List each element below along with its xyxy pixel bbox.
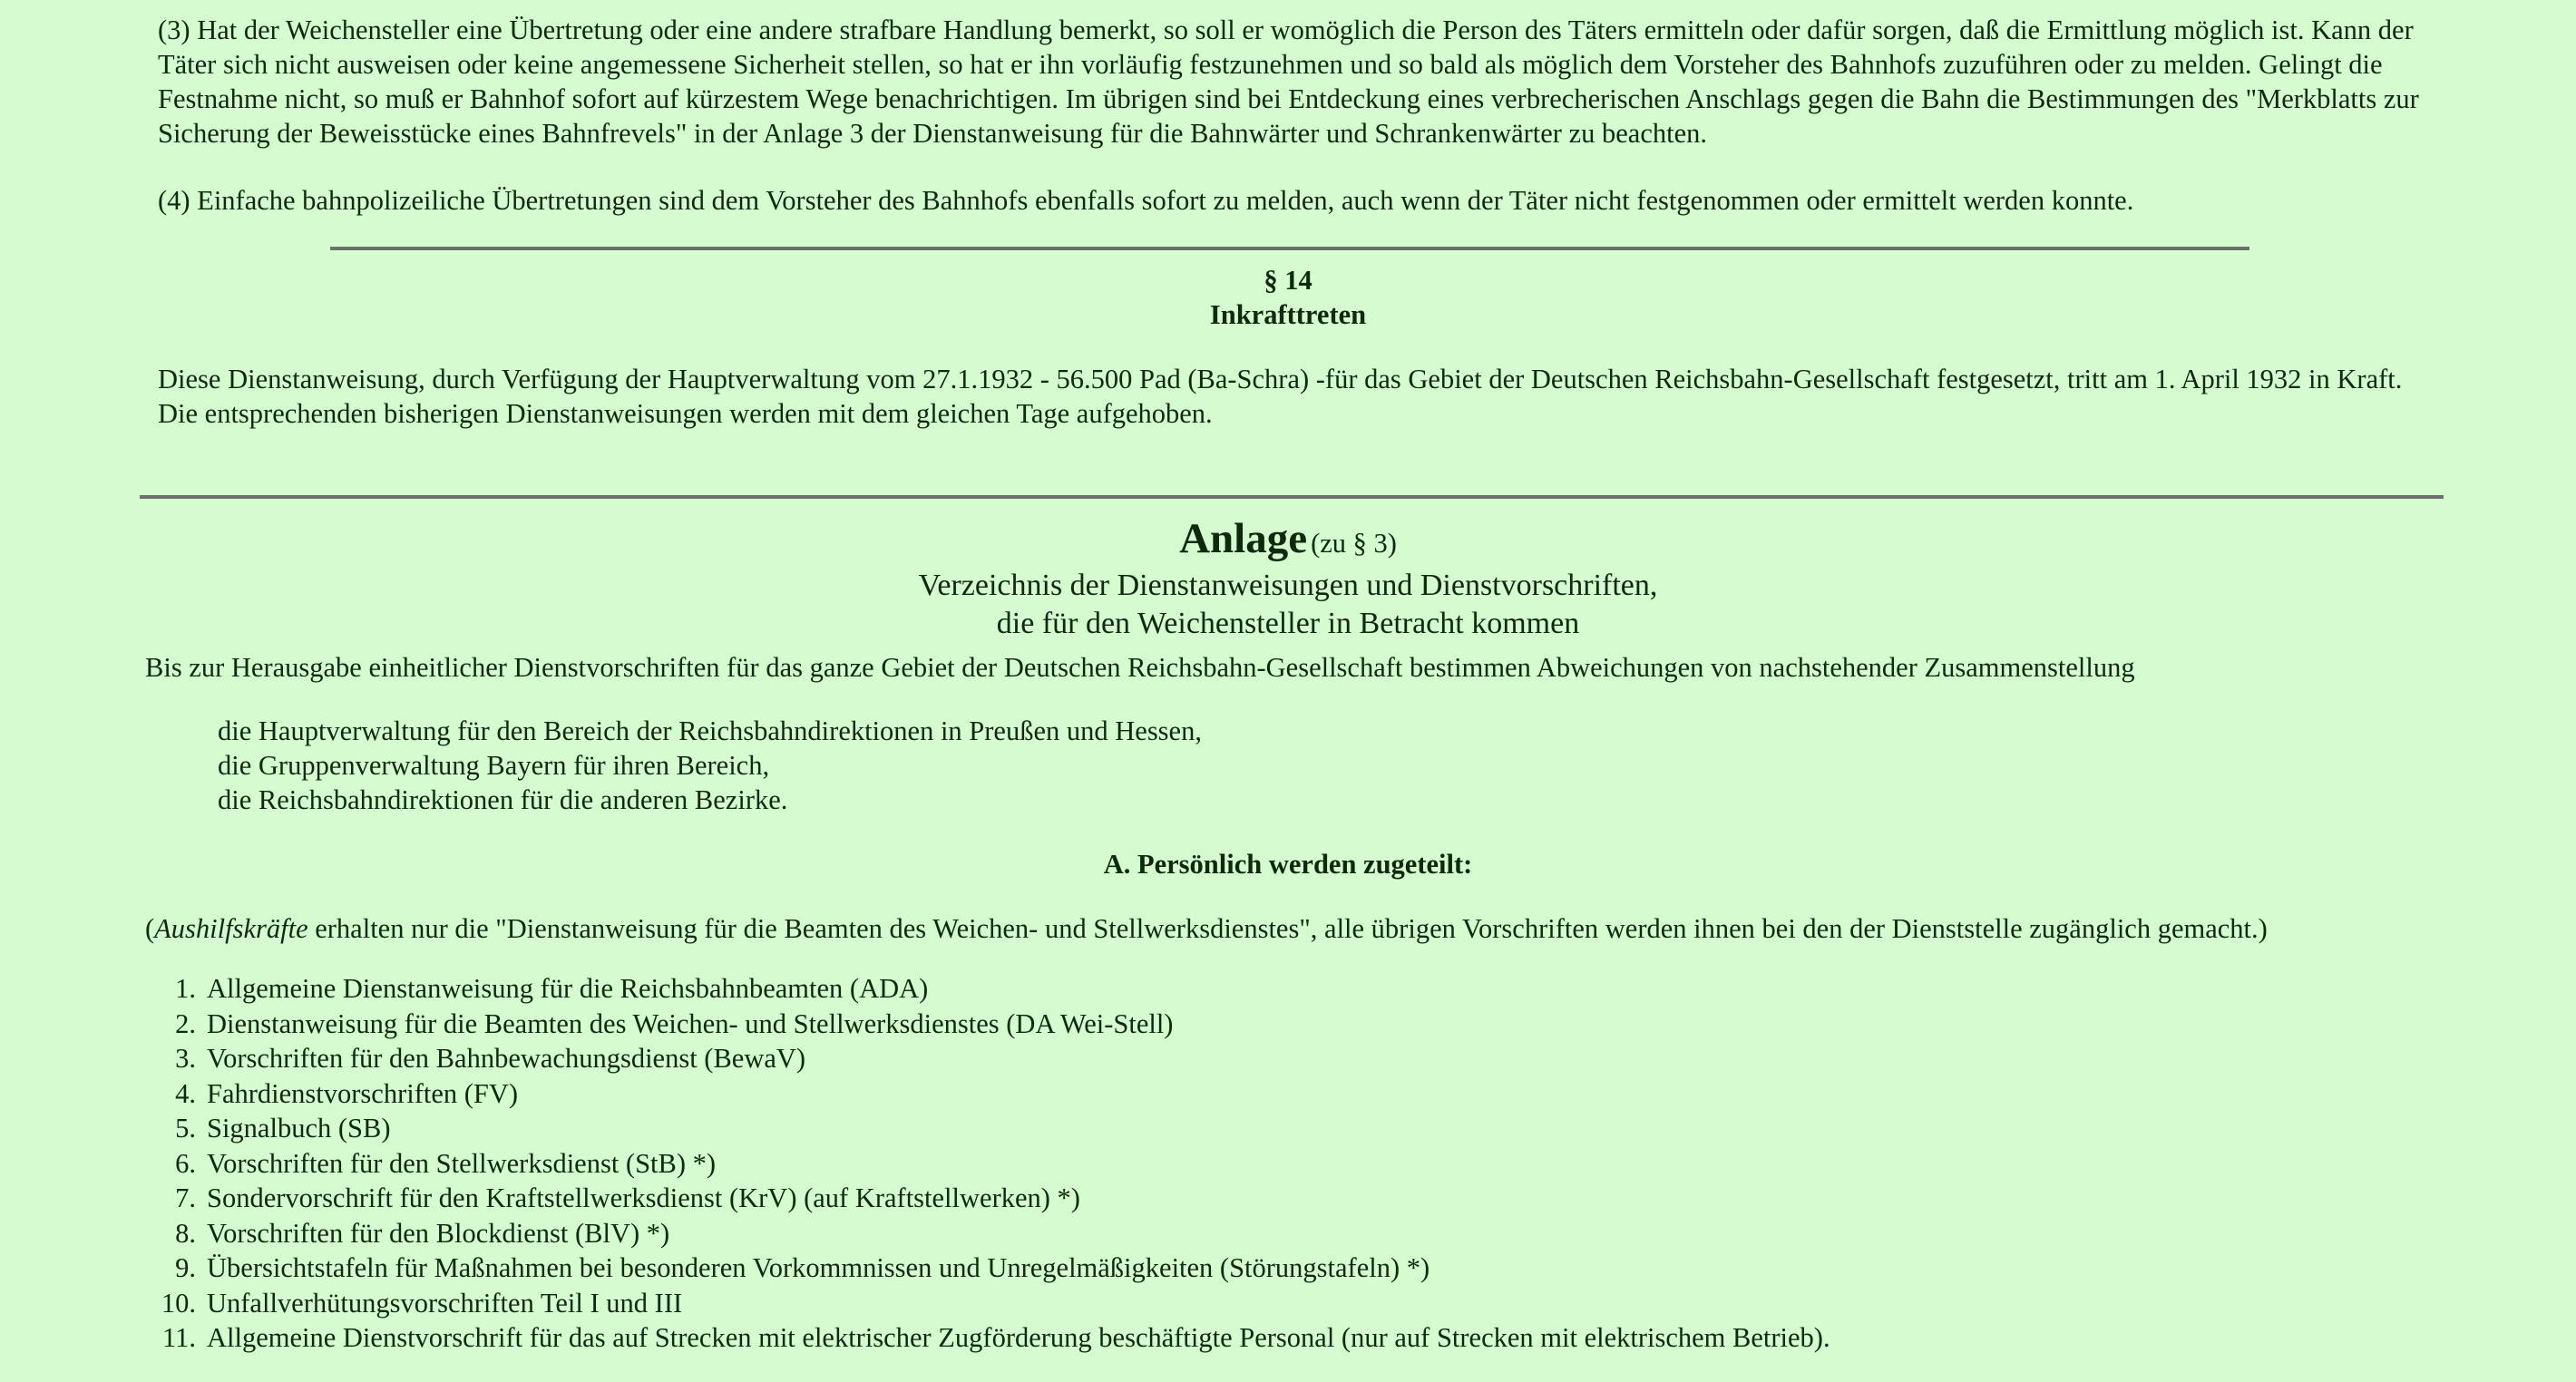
section-14-text-2: Die entsprechenden bisherigen Dienstanweisungen werden mit dem gleichen Tage aufgehoben. [158,398,1213,429]
list-item [109,1320,1830,1356]
list-item [109,1146,1830,1182]
regulations-list [109,971,1830,1356]
list-item-text: Dienstanweisung für die Beamten des Weichen- und Stellwerksdienstes (DA Wei-Stell) [207,1007,1174,1039]
section-14-text-1: Diese Dienstanweisung, durch Verfügung der Hauptverwaltung vom 27.1.1932 - 56.500 Pad (Ba-Schra) -für das Gebiet der Deutschen Reichsbahn-Gesellschaft festgesetzt, tritt am 1. April 1932 in Kraft. [158,364,2403,394]
authority-line: die Gruppenverwaltung Bayern für ihren Bereich, [218,750,770,781]
anlage-title [0,513,2576,574]
list-item-text: Sondervorschrift für den Kraftstellwerksdienst (KrV) (auf Kraftstellwerken) *) [207,1182,1080,1213]
list-item-text: Fahrdienstvorschriften (FV) [207,1077,519,1109]
list-item-number: 1. [175,973,196,1004]
list-item [109,1181,1830,1216]
section-title: Inkrafttreten [1209,299,1367,330]
section-14-text [158,362,2425,431]
authority-line: die Reichsbahndirektionen für die anderen Bezirke. [218,784,788,815]
list-item [109,1007,1830,1042]
list-item-number: 10. [161,1287,196,1319]
anlage-heading: Anlage [1179,515,1308,562]
list-item-number: 11. [162,1322,196,1353]
note-open: ( [145,913,155,944]
section-a-title: A. Persönlich werden zugeteilt: [1103,849,1473,880]
list-item-number: 3. [175,1043,196,1074]
anlage-divider [140,495,2444,499]
note-rest: erhalten nur die "Dienstanweisung für die Beamten des Weichen- und Stellwerksdienstes", alle übrigen Vorschriften werden ihnen bei den der Dienststelle zugänglich gemacht.) [307,913,2268,944]
list-item-number: 4. [175,1077,196,1109]
list-item-number: 6. [175,1147,196,1179]
list-item-text: Übersichtstafeln für Maßnahmen bei besonderen Vorkommnissen und Unregelmäßigkeiten (Störungstafeln) *) [207,1252,1430,1283]
section-number: § 14 [1264,265,1312,296]
list-item [109,1041,1830,1076]
authority-line: die Hauptverwaltung für den Bereich der Reichsbahndirektionen in Preußen und Hessen, [218,715,1202,746]
list-item [109,1251,1830,1286]
aushilfskraefte-note [145,911,2540,946]
list-item-number: 8. [175,1217,196,1249]
list-item-number: 7. [175,1182,196,1213]
anlage-reference: (zu § 3) [1311,528,1397,559]
note-italic: Aushilfskräfte [154,913,308,944]
list-item-number: 5. [175,1113,196,1144]
section-divider [330,247,2249,250]
list-item [109,1111,1830,1146]
paragraph-4: (4) Einfache bahnpolizeiliche Übertretungen sind dem Vorsteher des Bahnhofs ebenfalls sofort zu melden, auch wenn der Täter nicht festgenommen oder ermittelt werden konnte. [158,185,2134,216]
list-item-number: 9. [175,1252,196,1283]
anlage-subtitle-1: Verzeichnis der Dienstanweisungen und Dienstvorschriften, [918,569,1658,602]
paragraph-3: (3) Hat der Weichensteller eine Übertretung oder eine andere strafbare Handlung bemerkt, so soll er womöglich die Person des Täters ermitteln oder dafür sorgen, daß die Ermittlung möglich ist. Kann der Täter sich nicht ausweisen oder keine angemessene Sicherheit stellen, so hat er ihn vorläufig festzunehmen und so bald als möglich dem Vorsteher des Bahnhofs zuzuführen oder zu melden. Gelingt die Festnahme nicht, so muß er Bahnhof sofort auf kürzestem Wege benachrichtigen. Im übrigen sind bei Entdeckung eines verbrecherischen Anschlags gegen die Bahn die Bestimmungen des "Merkblatts zur Sicherung der Beweisstücke eines Bahnfrevels" in der Anlage 3 der Dienstanweisung für die Bahnwärter und Schrankenwärter zu beachten. [158,15,2419,149]
list-item-text: Unfallverhütungsvorschriften Teil I und III [207,1287,683,1319]
list-item-text: Allgemeine Dienstvorschrift für das auf Strecken mit elektrischer Zugförderung beschäftigte Personal (nur auf Strecken mit elektrischem Betrieb). [207,1322,1830,1353]
list-item-text: Vorschriften für den Blockdienst (BlV) *) [207,1217,670,1249]
anlage-intro: Bis zur Herausgabe einheitlicher Dienstvorschriften für das ganze Gebiet der Deutschen Reichsbahn-Gesellschaft bestimmen Abweichungen von nachstehender Zusammenstellung [145,652,2135,683]
list-item [109,1076,1830,1112]
list-item-text: Allgemeine Dienstanweisung für die Reichsbahnbeamten (ADA) [207,973,929,1004]
list-item-text: Signalbuch (SB) [207,1113,391,1144]
anlage-subtitle-2: die für den Weichensteller in Betracht kommen [996,607,1580,640]
list-item [109,1216,1830,1251]
list-item-text: Vorschriften für den Stellwerksdienst (StB) *) [207,1147,717,1179]
list-item-number: 2. [175,1007,196,1039]
list-item [109,1286,1830,1321]
list-item [109,971,1830,1007]
list-item-text: Vorschriften für den Bahnbewachungsdienst (BewaV) [207,1043,806,1074]
